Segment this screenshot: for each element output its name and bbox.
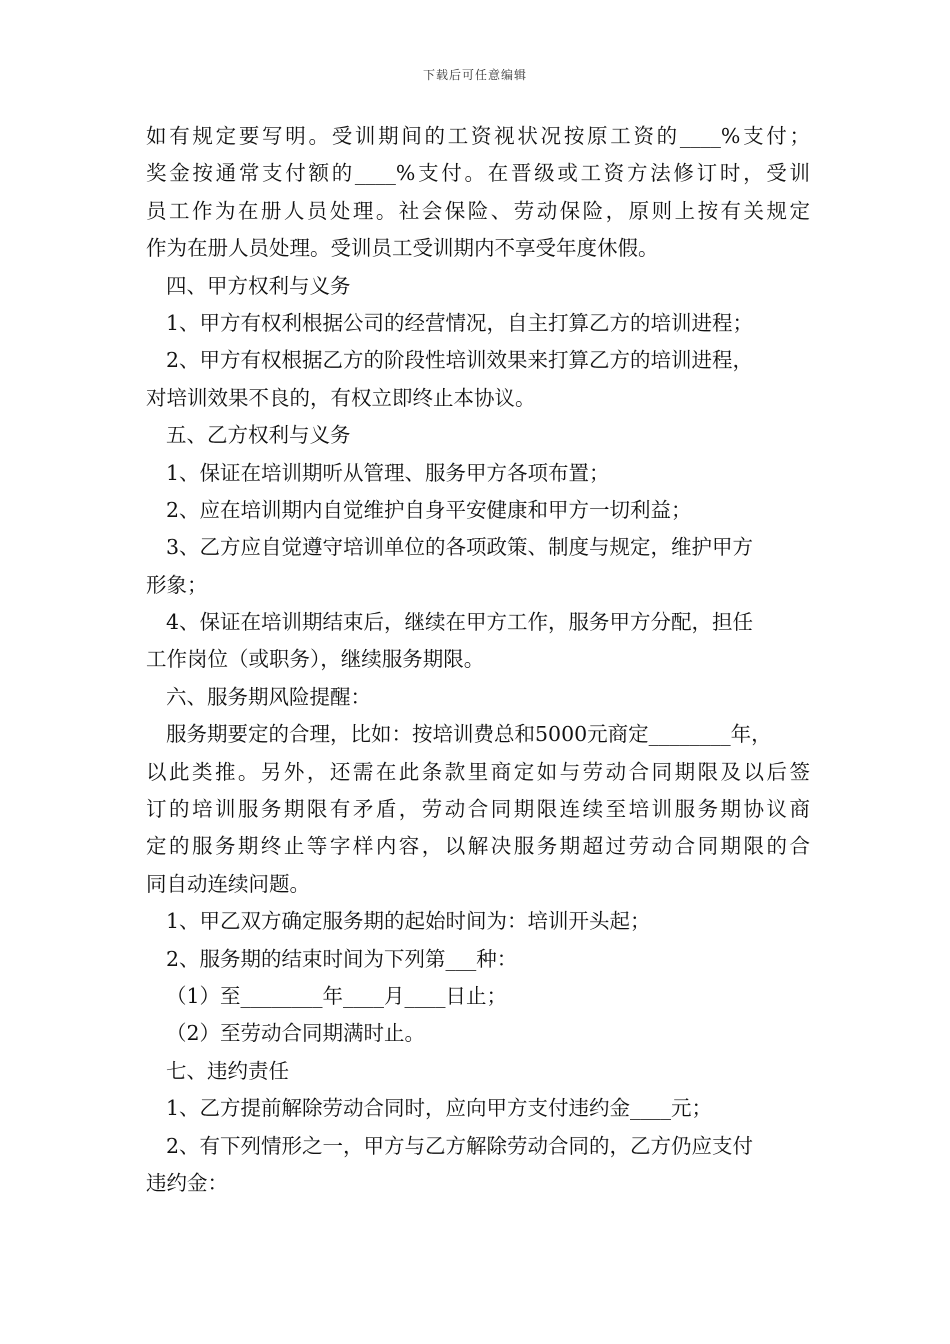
paragraph-line: 同自动连续问题。 — [146, 871, 310, 896]
list-item: （1）至________年____月____日止； — [166, 983, 508, 1008]
paragraph-line: 2、服务期的结束时间为下列第___种： — [166, 946, 518, 971]
paragraph-line: 3、乙方应自觉遵守培训单位的各项政策、制度与规定，维护甲方 — [166, 535, 754, 560]
paragraph-line: 以此类推。另外，还需在此条款里商定如与劳动合同期限及以后签 — [146, 759, 810, 784]
document-body — [146, 118, 810, 1202]
paragraph-line: 订的培训服务期限有矛盾，劳动合同期限连续至培训服务期协议商 — [146, 797, 810, 822]
paragraph-line: 2、甲方有权根据乙方的阶段性培训效果来打算乙方的培训进程， — [166, 348, 754, 373]
section-heading: 七、违约责任 — [166, 1058, 289, 1083]
paragraph-line: 1、乙方提前解除劳动合同时，应向甲方支付违约金____元； — [166, 1096, 713, 1121]
list-item: （2）至劳动合同期满时止。 — [166, 1021, 426, 1046]
paragraph-line: 2、有下列情形之一，甲方与乙方解除劳动合同的，乙方仍应支付 — [166, 1133, 754, 1158]
paragraph-line: 2、应在培训期内自觉维护自身平安健康和甲方一切利益； — [166, 497, 692, 522]
paragraph-line: 奖金按通常支付额的____%支付。在晋级或工资方法修订时，受训 — [146, 161, 810, 186]
paragraph-line: 1、甲方有权利根据公司的经营情况，自主打算乙方的培训进程； — [166, 310, 754, 335]
paragraph-line: 1、甲乙双方确定服务期的起始时间为：培训开头起； — [166, 909, 651, 934]
paragraph-line: 4、保证在培训期结束后，继续在甲方工作，服务甲方分配，担任 — [166, 610, 754, 635]
section-heading: 五、乙方权利与义务 — [166, 423, 351, 448]
paragraph-line: 定的服务期终止等字样内容，以解决服务期超过劳动合同期限的合 — [146, 834, 810, 859]
paragraph-line: 对培训效果不良的，有权立即终止本协议。 — [146, 385, 536, 410]
section-heading: 六、服务期风险提醒： — [166, 684, 371, 709]
paragraph-line: 员工作为在册人员处理。社会保险、劳动保险，原则上按有关规定 — [146, 198, 810, 223]
paragraph-line: 服务期要定的合理，比如：按培训费总和5000元商定________年， — [166, 722, 772, 747]
paragraph-line: 作为在册人员处理。受训员工受训期内不享受年度休假。 — [146, 236, 659, 261]
section-heading: 四、甲方权利与义务 — [166, 273, 351, 298]
paragraph-line: 违约金： — [146, 1170, 228, 1195]
paragraph-line: 工作岗位（或职务），继续服务期限。 — [146, 647, 485, 672]
page-header: 下载后可任意编辑 — [422, 68, 527, 82]
paragraph-line: 形象； — [146, 572, 208, 597]
paragraph-line: 如有规定要写明。受训期间的工资视状况按原工资的____%支付； — [146, 124, 810, 148]
paragraph-line: 1、保证在培训期听从管理、服务甲方各项布置； — [166, 460, 610, 485]
